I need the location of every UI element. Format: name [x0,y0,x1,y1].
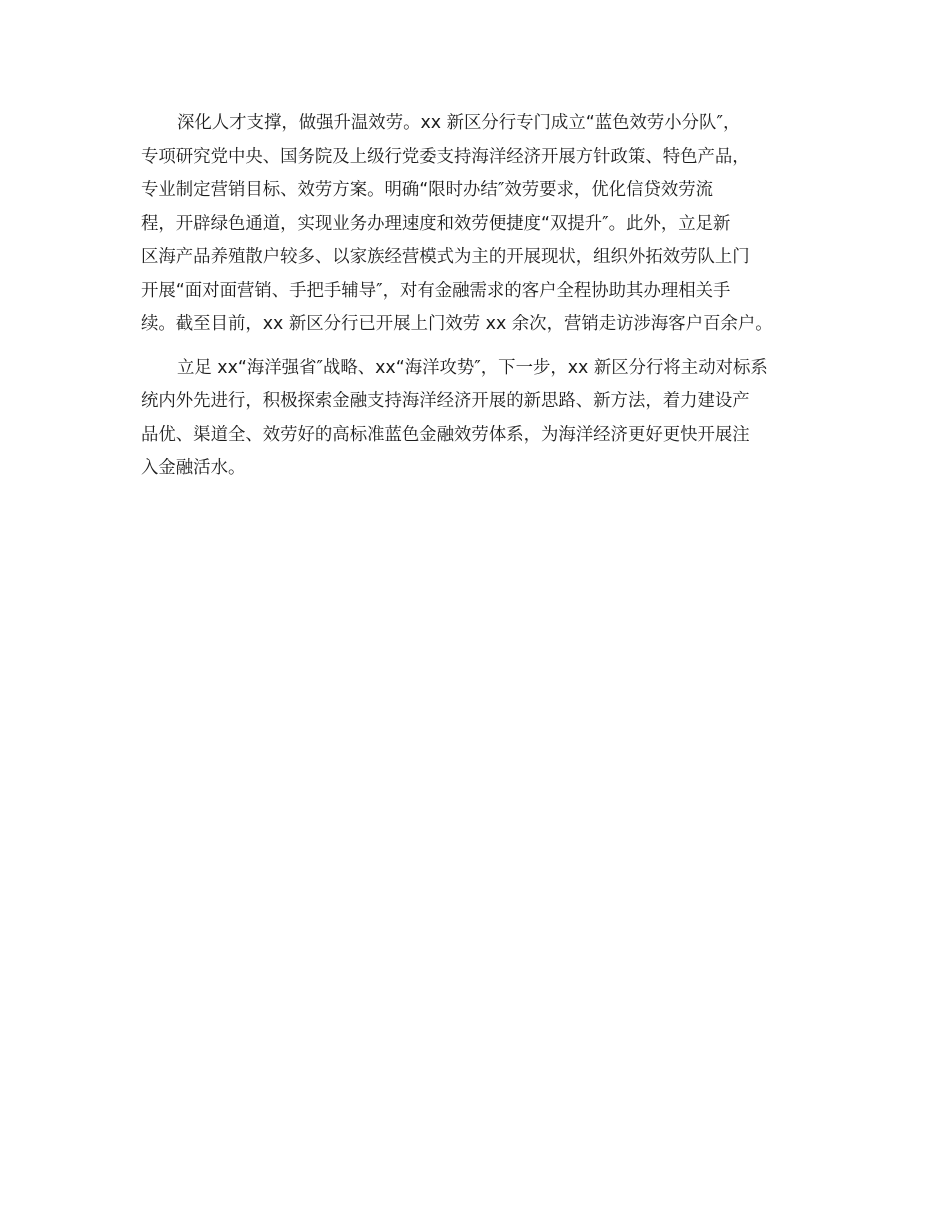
text-line: 专业制定营销目标、效劳方案。明确“限时办结″效劳要求，优化信贷效劳流 [141,180,714,200]
text-line: 续。截至目前，xx 新区分行已开展上门效劳 xx 余次，营销走访涉海客户百余户。 [141,314,773,334]
text-line: 品优、渠道全、效劳好的高标准蓝色金融效劳体系，为海洋经济更好更快开展注 [141,424,750,445]
text-line: 立足 xx“海洋强省″战略、xx“海洋攻势″，下一步，xx 新区分行将主动对标系 [177,357,768,378]
text-line: 专项研究党中央、国务院及上级行党委支持海洋经济开展方针政策、特色产品， [141,146,750,167]
text-line: 程，开辟绿色通道，实现业务办理速度和效劳便捷度“双提升″。此外，立足新 [141,213,731,234]
paragraph-talent-support [141,107,811,342]
text-line: 深化人才支撑，做强升温效劳。xx 新区分行专门成立“蓝色效劳小分队″， [177,113,741,133]
text-line: 统内外先进行，积极探索金融支持海洋经济开展的新思路、新方法，着力建设产 [141,391,750,411]
text-line: 开展“面对面营销、手把手辅导″，对有金融需求的客户全程协助其办理相关手 [141,280,731,301]
text-line: 区海产品养殖散户较多、以家族经营模式为主的开展现状，组织外拓效劳队上门 [141,247,750,267]
paragraph-next-steps [141,352,811,486]
document-body [141,107,811,486]
text-line: 入金融活水。 [141,458,246,478]
